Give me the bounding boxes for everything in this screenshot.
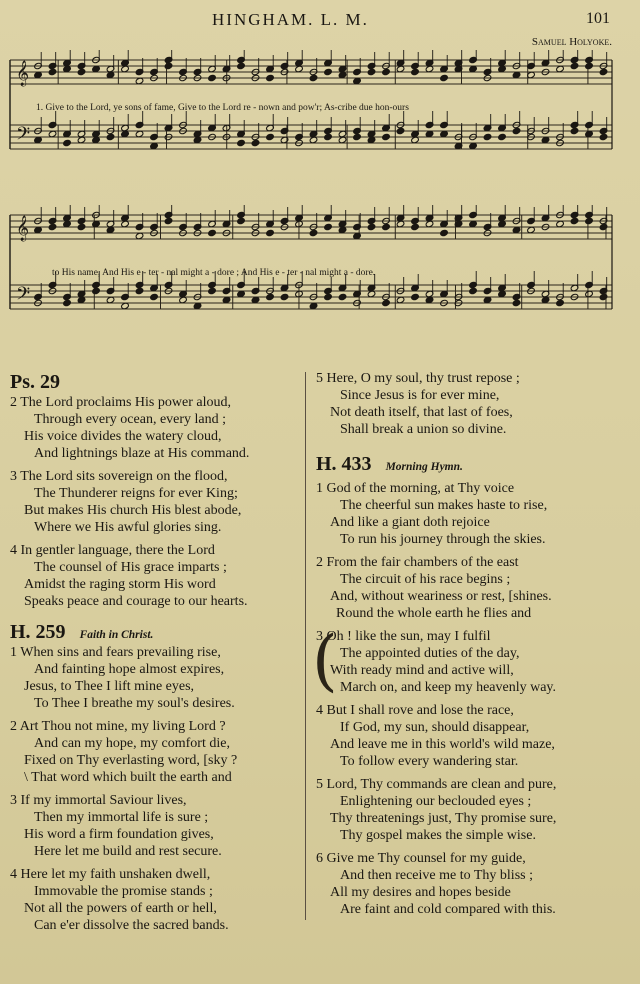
verse-line: Here let me build and rest secure. [34, 844, 222, 859]
verse-line: Speaks peace and courage to our hearts. [24, 594, 248, 609]
verse-line: Fixed on Thy everlasting word, [sky ? [24, 753, 238, 768]
hymn-heading-h259 [10, 620, 300, 644]
verse-line: And, without weariness or rest, [shines. [330, 589, 552, 604]
verse-line: Thy threatenings just, Thy promise sure, [330, 811, 557, 826]
hymn-number: H. 433 [316, 453, 372, 475]
verse-line: His voice divides the watery cloud, [24, 429, 222, 444]
h433-verse-4 [316, 702, 616, 770]
verse-line: If God, my sun, should disappear, [340, 720, 530, 735]
h433-verse-2 [316, 554, 616, 622]
handwritten-brace-mark: ( [312, 622, 338, 699]
verse-line: Then my immortal life is sure ; [34, 810, 209, 825]
verse-line: Not all the powers of earth or hell, [24, 901, 217, 916]
verse-line: 4 But I shall rove and lose the race, [316, 703, 514, 718]
h433-verse-6 [316, 850, 616, 918]
h433-verse-1 [316, 480, 616, 548]
verse-line: Are faint and cold compared with this. [340, 902, 556, 917]
lyrics-line-1: 1. Give to the Lord, ye sons of fame, Give to the Lord re - nown and pow'r; As-cribe due hon-ours [36, 103, 409, 113]
h433-verse-5 [316, 776, 616, 844]
verse-line: To follow every wandering star. [340, 754, 519, 769]
verse-line: 2 From the fair chambers of the east [316, 555, 519, 570]
tune-title: HINGHAM. L. M. [212, 10, 369, 29]
column-divider [305, 372, 306, 920]
ps29-verse-4 [10, 542, 300, 610]
verse-line: The appointed duties of the day, [340, 646, 520, 661]
verse-line: Shall break a union so divine. [340, 422, 507, 437]
verse-line: And lightnings blaze at His command. [34, 446, 250, 461]
verse-line: 5 Here, O my soul, thy trust repose ; [316, 371, 520, 386]
verse-line: The counsel of His grace imparts ; [34, 560, 227, 575]
verse-line: Amidst the raging storm His word [24, 577, 216, 592]
verse-line: Round the whole earth he flies and [336, 606, 532, 621]
verse-line: 1 When sins and fears prevailing rise, [10, 645, 221, 660]
hymn-heading-h433 [316, 452, 616, 476]
verse-line: Immovable the promise stands ; [34, 884, 213, 899]
verse-line: Can e'er dissolve the sacred bands. [34, 918, 229, 933]
verse-line: 2 Art Thou not mine, my living Lord ? [10, 719, 226, 734]
hymn-number: H. 259 [10, 621, 66, 643]
system1-upper-notes [34, 50, 608, 85]
verse-line: Where we His awful glories sing. [34, 520, 222, 535]
verse-line: 4 Here let my faith unshaken dwell, [10, 867, 211, 882]
verse-line: And then receive me to Thy bliss ; [340, 868, 533, 883]
ps29-verse-2 [10, 394, 300, 462]
verse-line: 2 The Lord proclaims His power aloud, [10, 395, 231, 410]
verse-line: The cheerful sun makes haste to rise, [340, 498, 548, 513]
verse-line: 3 The Lord sits sovereign on the flood, [10, 469, 228, 484]
h259-verse-4 [10, 866, 300, 934]
verse-line: The Thunderer reigns for ever King; [34, 486, 238, 501]
ps29-verse-5 [316, 370, 616, 438]
verse-line: And fainting hope almost expires, [34, 662, 225, 677]
verse-line: Through every ocean, every land ; [34, 412, 227, 427]
verse-line: And can my hope, my comfort die, [34, 736, 230, 751]
verse-line: 6 Give me Thy counsel for my guide, [316, 851, 526, 866]
composer-credit: Samuel Holyoke. [531, 36, 612, 48]
verse-line: With ready mind and active will, [330, 663, 514, 678]
system1-lower-notes [34, 111, 608, 150]
verse-line: March on, and keep my heavenly way. [340, 680, 557, 695]
system2-bass-clef-icon: 𝄢 [16, 284, 31, 309]
system2-upper-notes [34, 205, 608, 240]
h259-verse-3 [10, 792, 300, 860]
verse-line: And like a giant doth rejoice [330, 515, 490, 530]
verse-line: To run his journey through the skies. [340, 532, 546, 547]
left-column [10, 370, 300, 934]
hymn-subtitle: Faith in Christ. [79, 629, 154, 641]
verse-line: 3 If my immortal Saviour lives, [10, 793, 187, 808]
system1-bass-clef-icon: 𝄢 [16, 124, 31, 149]
ps29-verse-3 [10, 468, 300, 536]
h259-verse-2 [10, 718, 300, 786]
verse-line: Thy gospel makes the simple wise. [340, 828, 536, 843]
verse-line: 4 In gentler language, there the Lord [10, 543, 215, 558]
verse-line: 5 Lord, Thy commands are clean and pure, [316, 777, 557, 792]
verse-line: The circuit of his race begins ; [340, 572, 511, 587]
music-system-1 [0, 50, 640, 230]
hymn-subtitle: Morning Hymn. [385, 461, 463, 473]
verse-line: Since Jesus is for ever mine, [340, 388, 500, 403]
verse-line: 3 Oh ! like the sun, may I fulfil [316, 629, 491, 644]
verse-line: \ That word which built the earth and [24, 770, 232, 785]
lyrics-line-2: to His name, And His e - ter - nal might a - dore ; And His e - ter - nal might a - dore. [52, 268, 376, 278]
verse-line: To Thee I breathe my soul's desires. [34, 696, 235, 711]
system2-treble-clef-icon: 𝄞 [16, 216, 30, 241]
verse-line: All my desires and hopes beside [330, 885, 511, 900]
verse-line: And leave me in this world's wild maze, [330, 737, 555, 752]
verse-line: Not death itself, that last of foes, [330, 405, 513, 420]
hymn-heading-ps29: Ps. 29 [10, 371, 60, 393]
page-number: 101 [586, 10, 610, 27]
right-column [316, 370, 616, 918]
verse-line: Jesus, to Thee I lift mine eyes, [24, 679, 195, 694]
system1-treble-clef-icon: 𝄞 [16, 61, 30, 86]
verse-line: His word a firm foundation gives, [24, 827, 214, 842]
verse-line: But makes His church His blest abode, [24, 503, 242, 518]
verse-line: 1 God of the morning, at Thy voice [316, 481, 515, 496]
verse-line: Enlightening our beclouded eyes ; [340, 794, 532, 809]
h259-verse-1 [10, 644, 300, 712]
h433-verse-3 [316, 628, 616, 696]
